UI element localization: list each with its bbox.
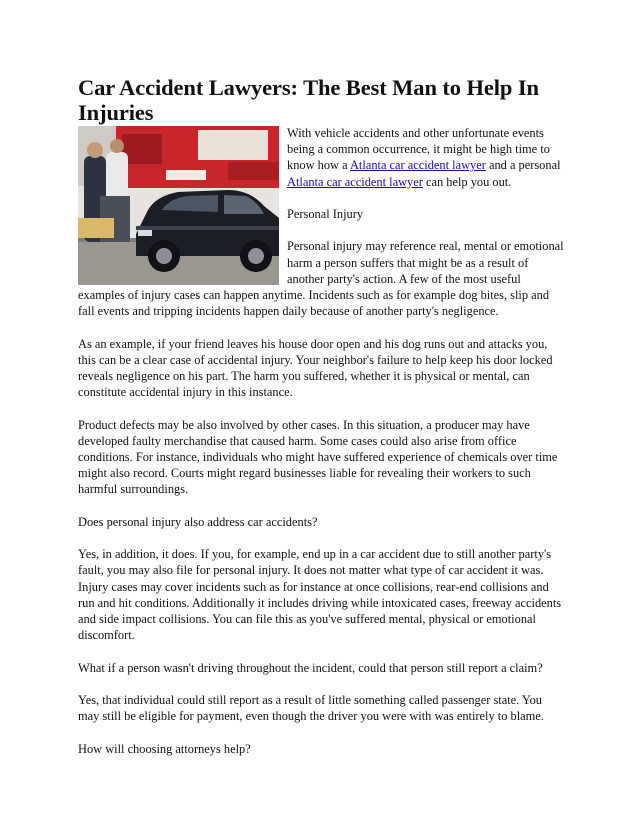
body-paragraph: Product defects may be also involved by other cases. In this situation, a producer may have developed faulty merchandise that caused harm. Some cases could also arise from office conditions. For instance, individuals who might have suffered experience of chemicals over time might also record. Courts might regard businesses liable for revealing their workers to such harmful surroundings. [78,417,558,497]
car-accident-photo-icon [78,126,279,285]
atlanta-car-accident-lawyer-link[interactable]: Atlanta car accident lawyer [349,158,486,173]
body-paragraph: Personal injury may reference real, mental or emotional harm a person suffers that might be as a result of another party's action. A few of the most useful examples of injury cases can happen anytime. Incidents such as for example dog bites, slip and fall events and tripping incidents happen daily because of another party's negligence. [78,239,564,319]
question-paragraph: How will choosing attorneys help? [78,741,251,756]
question-paragraph: What if a person wasn't driving throughout the incident, could that person still report a claim? [78,660,543,675]
body-paragraph: As an example, if your friend leaves his house door open and his dog runs out and attacks you, this can be a clear case of accidental injury. Your neighbor's failure to help keep his door locked reveals negligence on his part. The harm you suffered, whether it is physical or mental, can constitute accidental injury in this instance. [78,336,553,400]
intro-text-middle: and a personal [485,158,561,173]
intro-text: With vehicle accidents and other unfortunate events being a common occurrence, it might be high time to know how a [287,126,550,173]
document-page [78,76,564,773]
body-paragraph: Yes, that individual could still report as a result of little something called passenger state. You may still be eligible for payment, even though the driver you were with was entirely to blame. [78,692,544,724]
car-accident-photo [78,126,279,285]
body-paragraph: Yes, in addition, it does. If you, for example, end up in a car accident due to still another party's fault, you may also file for personal injury. It does not matter what type of car accident it was. Injury cases may cover incidents such as for instance at once collisions, rear-end collisions and run and hit conditions. Additionally it includes driving while intoxicated cases, freeway accidents and side impact collisions. You can file this as you've suffered mental, physical or emotional discomfort. [78,547,562,643]
question-paragraph: Does personal injury also address car accidents? [78,514,318,529]
page-title: Car Accident Lawyers: The Best Man to Help In Injuries [78,75,539,125]
intro-text-end: can help you out. [422,174,512,189]
section-heading-personal-injury: Personal Injury [287,207,364,221]
personal-atlanta-car-accident-lawyer-link[interactable]: Atlanta car accident lawyer [287,174,423,189]
